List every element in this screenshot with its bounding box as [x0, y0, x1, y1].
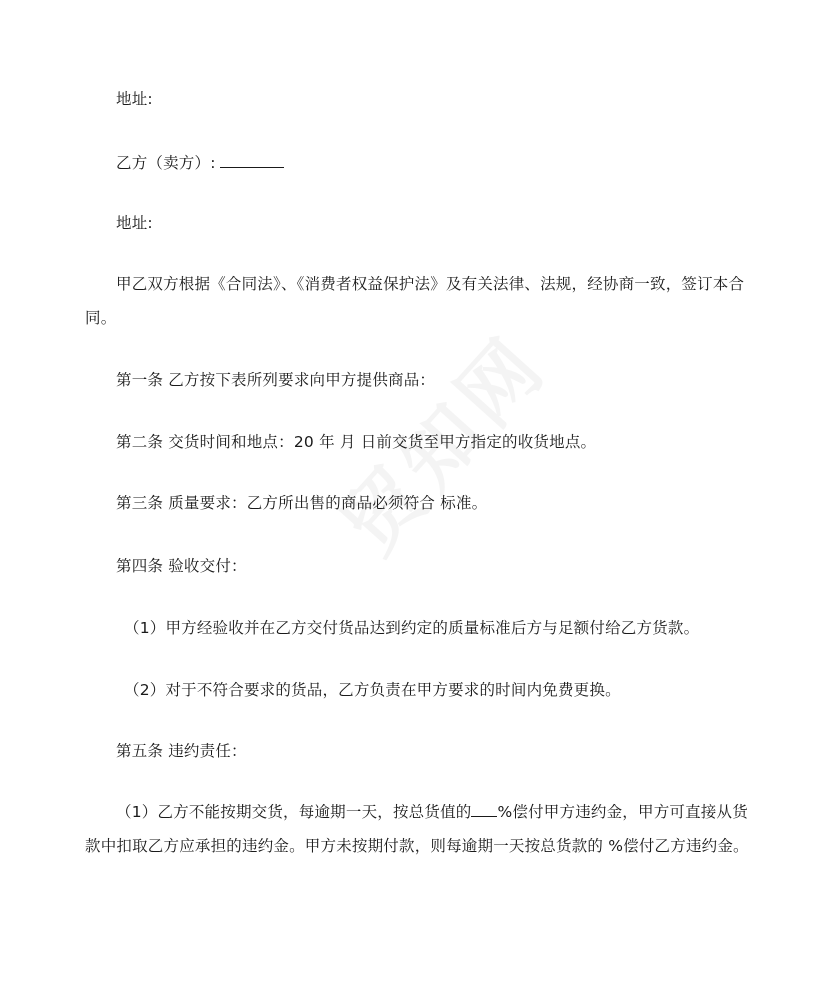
- intro-paragraph: 甲乙双方根据《合同法》、《消费者权益保护法》及有关法律、法规，经协商一致，签订本合同。: [85, 275, 745, 327]
- seller-name-blank: [220, 153, 284, 168]
- percent-blank: [471, 802, 497, 817]
- seller-line: [116, 153, 284, 173]
- seller-label: 乙方（卖方）:: [116, 154, 216, 172]
- article-4-item-1: （1）甲方经验收并在乙方交付货品达到约定的质量标准后方与足额付给乙方货款。: [124, 619, 700, 637]
- article-5-item-1: [85, 795, 750, 863]
- article-5-item-1-part2: %偿付甲方违约金，甲方可直接从货款中扣取乙方应承担的违约金。甲方未按期付款，则每逾期一天按总货款的 %偿付乙方违约金。: [85, 803, 749, 855]
- article-5: 第五条 违约责任：: [116, 742, 247, 760]
- article-4: 第四条 验收交付：: [116, 557, 247, 575]
- article-2: 第二条 交货时间和地点：20 年 月 日前交货至甲方指定的收货地点。: [116, 433, 597, 451]
- buyer-address-label: 地址:: [116, 90, 153, 108]
- article-3: 第三条 质量要求：乙方所出售的商品必须符合 标准。: [116, 494, 488, 512]
- article-4-item-2: （2）对于不符合要求的货品，乙方负责在甲方要求的时间内免费更换。: [124, 681, 621, 699]
- article-1: 第一条 乙方按下表所列要求向甲方提供商品：: [116, 371, 436, 389]
- seller-address-label: 地址:: [116, 214, 153, 232]
- article-5-item-1-part1: （1）乙方不能按期交货，每逾期一天，按总货值的: [116, 803, 472, 821]
